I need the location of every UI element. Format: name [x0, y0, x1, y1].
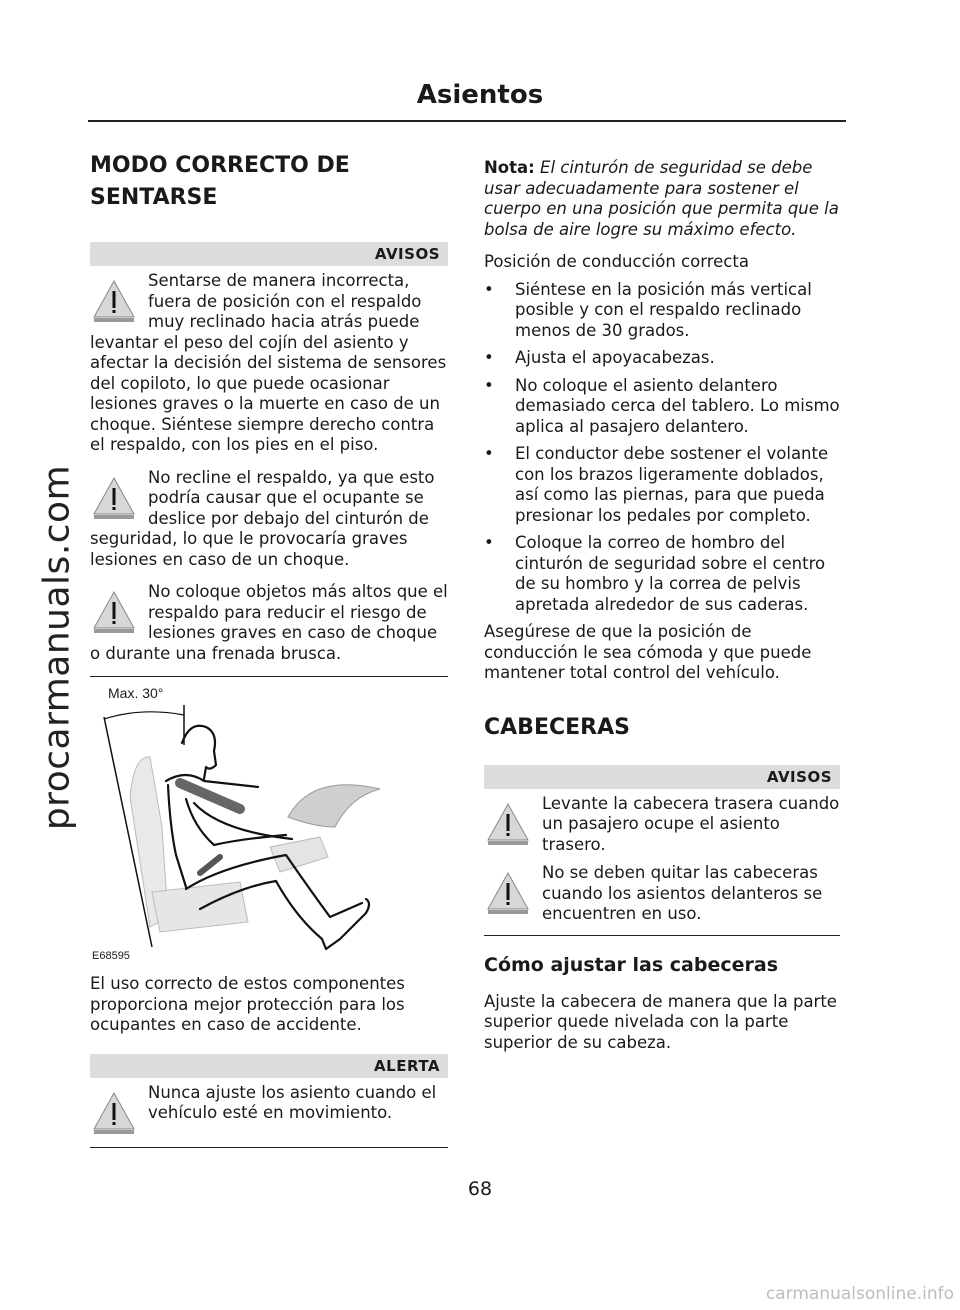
avisos-header: AVISOS: [90, 242, 448, 266]
list-item: • Ajusta el apoyacabezas.: [484, 348, 715, 367]
alerta-header: ALERTA: [90, 1054, 448, 1078]
warning-triangle-icon: [92, 588, 136, 634]
list-item: • El conductor debe sostener el volante con los brazos ligeramente doblados, así como las piernas, para que pueda presionar los pedales por completo.: [484, 444, 829, 525]
bullet-icon: •: [484, 533, 494, 552]
paragraph-uso-correcto: El uso correcto de estos componentes proporciona mejor protección para los ocupantes en caso de accidente.: [90, 974, 405, 1034]
warning-block: [90, 271, 448, 456]
warning-triangle-icon: [486, 800, 530, 846]
page-title: Asientos: [416, 80, 544, 110]
right-column: [484, 158, 840, 1053]
list-item: • No coloque el asiento delantero demasiado cerca del tablero. Lo mismo aplica al pasajero delantero.: [484, 375, 840, 436]
note-paragraph: [484, 158, 840, 240]
seating-figure: [90, 677, 448, 962]
warning-text: Sentarse de manera incorrecta, fuera de posición con el respaldo muy reclinado hacia atrás puede levantar el peso del cojín del asiento y afectar la decisión del sistema de sensores del copiloto, lo que puede ocasionar lesiones graves o la muerte en caso de un choque. Siéntese siempre derecho contra el respaldo, con los pies en el piso.: [90, 271, 447, 454]
posture-list: [484, 280, 840, 616]
section-title-modo-correcto: MODO CORRECTO DE SENTARSE: [90, 153, 350, 210]
paragraph-asegurese: Asegúrese de que la posición de conducción le sea cómoda y que puede mantener total control del vehículo.: [484, 622, 812, 682]
warning-text: No recline el respaldo, ya que esto podría causar que el ocupante se deslice por debajo del cinturón de seguridad, lo que le provocaría graves lesiones en caso de un choque.: [90, 467, 435, 569]
page-number: 68: [467, 1178, 493, 1200]
list-item: • Coloque la correo de hombro del cinturón de seguridad sobre el centro de su hombro y la correa de pelvis apretada alrededor de sus caderas.: [484, 533, 826, 614]
note-label: Nota:: [484, 158, 535, 177]
bullet-icon: •: [484, 375, 494, 395]
bullet-icon: •: [484, 348, 494, 367]
posicion-intro: Posición de conducción correcta: [484, 252, 749, 271]
warning-block: [484, 794, 840, 856]
section-title-cabeceras: CABECERAS: [484, 714, 630, 740]
note-text: El cinturón de seguridad se debe usar adecuadamente para sostener el cuerpo en una posición que permita que la bolsa de aire logre su máximo efecto.: [484, 158, 839, 239]
title-rule: [88, 120, 846, 122]
bullet-icon: •: [484, 279, 494, 299]
divider: [90, 1147, 448, 1148]
warning-block: [484, 863, 840, 925]
list-item: • Siéntese en la posición más vertical posible y con el respaldo reclinado menos de 30 grados.: [484, 279, 812, 340]
bullet-icon: •: [484, 444, 494, 463]
side-watermark: procarmanuals.com: [36, 464, 78, 831]
warning-text: Levante la cabecera trasera cuando un pasajero ocupe el asiento trasero.: [542, 793, 840, 854]
subsection-title-ajustar: Cómo ajustar las cabeceras: [484, 953, 778, 976]
figure-code: E68595: [92, 950, 130, 962]
seating-posture-illustration: [90, 677, 448, 962]
alert-block: [90, 1083, 448, 1135]
left-column: [90, 150, 448, 1148]
figure-angle-label: Max. 30°: [108, 685, 164, 701]
warning-triangle-icon: [486, 869, 530, 915]
warning-triangle-icon: [92, 1089, 136, 1135]
warning-triangle-icon: [92, 474, 136, 520]
alert-text: Nunca ajuste los asiento cuando el vehículo esté en movimiento.: [148, 1082, 437, 1122]
avisos-header: AVISOS: [484, 765, 840, 789]
warning-text: No coloque objetos más altos que el respaldo para reducir el riesgo de lesiones graves en caso de choque o durante una frenada brusca.: [90, 582, 448, 663]
warning-triangle-icon: [92, 277, 136, 323]
warning-text: No se deben quitar las cabeceras cuando los asientos delanteros se encuentren en uso.: [542, 863, 823, 923]
paragraph-ajuste: Ajuste la cabecera de manera que la parte superior quede nivelada con la parte superior de su cabeza.: [484, 991, 837, 1052]
warning-block: [90, 582, 448, 664]
warning-block: [90, 468, 448, 571]
footer-watermark: carmanualsonline.info: [765, 1284, 954, 1304]
